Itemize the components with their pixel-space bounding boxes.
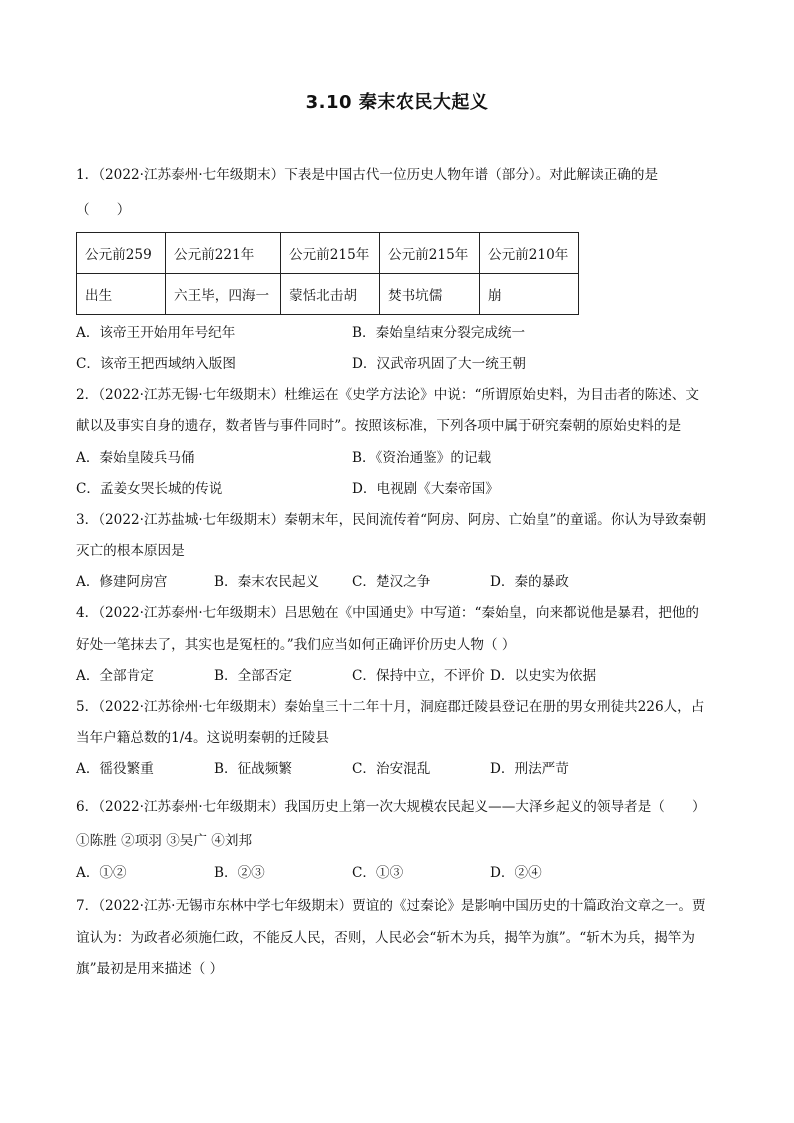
q1-options-row2 xyxy=(76,355,726,373)
table-cell-event: 出生 xyxy=(77,274,166,315)
table-row-events xyxy=(77,274,579,315)
q1-option-d[interactable]: D．汉武帝巩固了大一统王朝 xyxy=(352,356,527,372)
q5-option-a[interactable]: A．徭役繁重 xyxy=(76,761,154,777)
q4-options-row xyxy=(76,667,726,685)
q6-stem-line1: 6．（2022·江苏泰州·七年级期末）我国历史上第一次大规模农民起义——大泽乡起义的领导者是（ ） xyxy=(76,799,706,815)
table-cell-year: 公元前215年 xyxy=(281,233,380,274)
q7-stem-line1: 7．（2022·江苏·无锡市东林中学七年级期末）贾谊的《过秦论》是影响中国历史的十篇政治文章之一。贾 xyxy=(76,898,706,914)
table-cell-year: 公元前221年 xyxy=(166,233,281,274)
q5-option-d[interactable]: D．刑法严苛 xyxy=(490,761,569,777)
q4-option-c[interactable]: C．保持中立，不评价 xyxy=(352,668,485,684)
chronology-table xyxy=(76,232,579,315)
q6-stem-line2: ①陈胜 ②项羽 ③吴广 ④刘邦 xyxy=(76,833,253,849)
q2-stem-line2: 献以及事实自身的遗存，数者皆与事件同时”。按照该标准，下列各项中属于研究秦朝的原始史料的是 xyxy=(76,418,682,434)
q2-options-row1 xyxy=(76,449,726,467)
q5-option-c[interactable]: C．治安混乱 xyxy=(352,761,431,777)
q4-stem-line1: 4．（2022·江苏泰州·七年级期末）吕思勉在《中国通史》中写道：“秦始皇，向来都说他是暴君，把他的 xyxy=(76,605,699,621)
q1-stem-line1: 1．（2022·江苏泰州·七年级期末）下表是中国古代一位历史人物年谱（部分）。对此解读正确的是 xyxy=(76,167,659,183)
q4-option-a[interactable]: A．全部肯定 xyxy=(76,668,154,684)
table-cell-event: 焚书坑儒 xyxy=(380,274,480,315)
table-cell-event: 蒙恬北击胡 xyxy=(281,274,380,315)
q7-stem-line2: 谊认为：为政者必须施仁政，不能反人民，否则，人民必会“斩木为兵，揭竿为旗”。“斩木为兵，揭竿为 xyxy=(76,930,695,946)
table-cell-year: 公元前210年 xyxy=(480,233,579,274)
q6-options-row xyxy=(76,864,726,882)
page-title: 3.10 秦末农民大起义 xyxy=(305,92,489,113)
table-row-years xyxy=(77,233,579,274)
q2-option-d[interactable]: D．电视剧《大秦帝国》 xyxy=(352,481,499,497)
q5-option-b[interactable]: B．征战频繁 xyxy=(214,761,292,777)
q3-option-d[interactable]: D．秦的暴政 xyxy=(490,574,569,590)
q3-option-a[interactable]: A．修建阿房宫 xyxy=(76,574,168,590)
table-cell-year: 公元前259 xyxy=(77,233,166,274)
q3-option-b[interactable]: B．秦末农民起义 xyxy=(214,574,320,590)
q3-stem-line2: 灭亡的根本原因是 xyxy=(76,543,185,559)
q2-option-c[interactable]: C．孟姜女哭长城的传说 xyxy=(76,481,223,497)
q7-stem-line3: 旗”最初是用来描述（ ） xyxy=(76,961,224,977)
q1-option-c[interactable]: C．该帝王把西域纳入版图 xyxy=(76,356,236,372)
q6-option-a[interactable]: A．①② xyxy=(76,865,127,881)
table-cell-event: 六王毕，四海一 xyxy=(166,274,281,315)
q1-option-a[interactable]: A．该帝王开始用年号纪年 xyxy=(76,325,236,341)
q4-stem-line2: 好处一笔抹去了，其实也是冤枉的。”我们应当如何正确评价历史人物（ ） xyxy=(76,637,516,653)
q2-options-row2 xyxy=(76,480,726,498)
q1-option-b[interactable]: B．秦始皇结束分裂完成统一 xyxy=(352,325,526,341)
q5-stem-line2: 当年户籍总数的1/4。这说明秦朝的迁陵县 xyxy=(76,730,329,746)
q4-option-d[interactable]: D．以史实为依据 xyxy=(490,668,597,684)
q5-options-row xyxy=(76,760,726,778)
q3-stem-line1: 3．（2022·江苏盐城·七年级期末）秦朝末年，民间流传着“阿房、阿房、亡始皇”的童谣。你认为导致秦朝 xyxy=(76,512,706,528)
table-cell-event: 崩 xyxy=(480,274,579,315)
q5-stem-line1: 5．（2022·江苏徐州·七年级期末）秦始皇三十二年十月，洞庭郡迁陵县登记在册的男女刑徒共226人，占 xyxy=(76,699,705,715)
q6-option-b[interactable]: B．②③ xyxy=(214,865,265,881)
q2-option-a[interactable]: A．秦始皇陵兵马俑 xyxy=(76,450,195,466)
q2-stem-line1: 2．（2022·江苏无锡·七年级期末）杜维运在《史学方法论》中说：“所谓原始史料，为目击者的陈述、文 xyxy=(76,387,699,403)
q6-option-d[interactable]: D．②④ xyxy=(490,865,542,881)
q1-stem-line2: （ ） xyxy=(76,202,131,218)
q1-options-row1 xyxy=(76,324,726,342)
q3-option-c[interactable]: C．楚汉之争 xyxy=(352,574,431,590)
q4-option-b[interactable]: B．全部否定 xyxy=(214,668,292,684)
q2-option-b[interactable]: B．《资治通鉴》的记载 xyxy=(352,450,492,466)
table-cell-year: 公元前215年 xyxy=(380,233,480,274)
q3-options-row xyxy=(76,573,726,591)
q6-option-c[interactable]: C．①③ xyxy=(352,865,404,881)
